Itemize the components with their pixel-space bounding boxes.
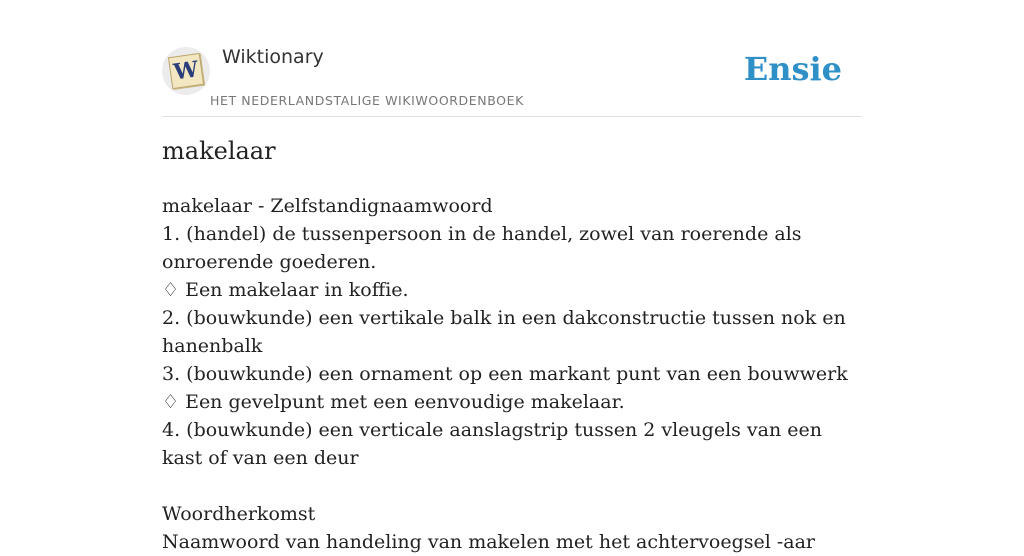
page-title: makelaar <box>162 137 276 165</box>
site-header <box>162 0 862 117</box>
etymology-heading: Woordherkomst <box>162 503 316 525</box>
entry-content <box>162 192 862 556</box>
etymology-text: Naamwoord van handeling van makelen met het achtervoegsel -aar <box>162 531 816 553</box>
wiktionary-logo-icon: W <box>168 53 204 89</box>
ensie-brand-link[interactable]: Ensie <box>743 50 842 88</box>
definition-3: 3. (bouwkunde) een ornament op een markant punt van een bouwwerk <box>162 363 848 385</box>
definition-4: 4. (bouwkunde) een verticale aanslagstrip tussen 2 vleugels van een kast of van een deur <box>162 419 822 469</box>
spacer <box>162 472 862 500</box>
site-tagline: HET NEDERLANDSTALIGE WIKIWOORDENBOEK <box>210 93 524 108</box>
headword-line: makelaar - Zelfstandignaamwoord <box>162 195 493 217</box>
site-name[interactable]: Wiktionary <box>222 46 324 68</box>
page-container <box>162 0 862 553</box>
example-3: ♢ Een gevelpunt met een eenvoudige makelaar. <box>162 391 625 413</box>
example-1: ♢ Een makelaar in koffie. <box>162 279 409 301</box>
definition-2: 2. (bouwkunde) een vertikale balk in een dakconstructie tussen nok en hanenbalk <box>162 307 846 357</box>
definition-1: 1. (handel) de tussenpersoon in de handel, zowel van roerende als onroerende goederen. <box>162 223 802 273</box>
wiktionary-logo[interactable] <box>162 47 210 95</box>
